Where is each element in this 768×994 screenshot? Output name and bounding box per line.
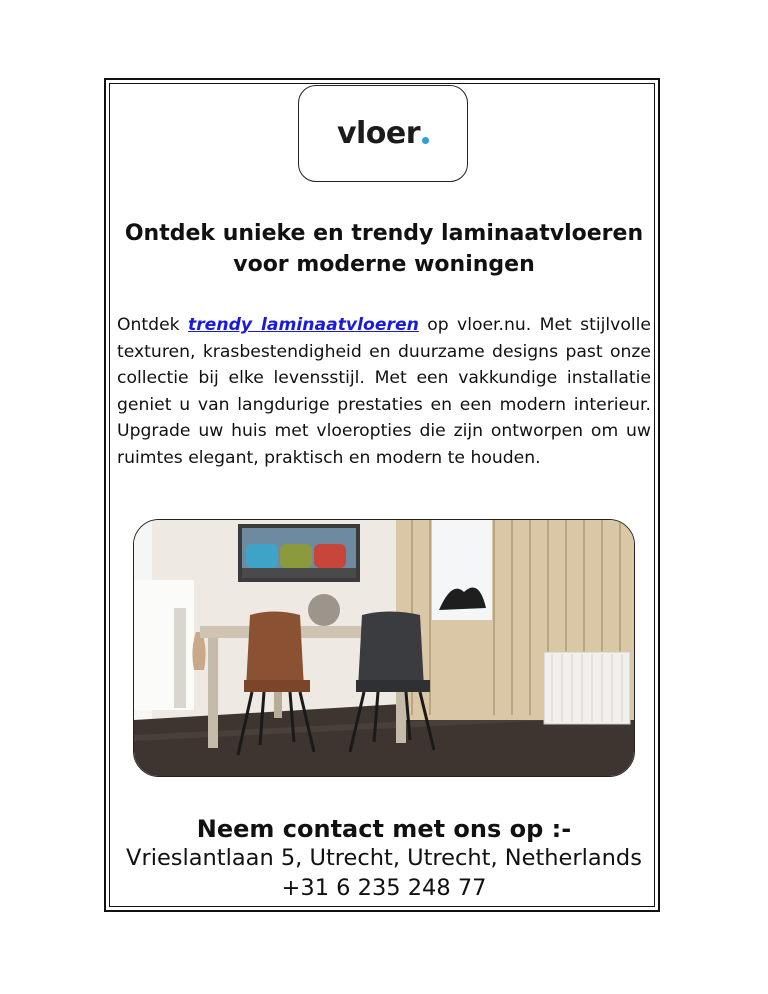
logo-dot-icon bbox=[422, 137, 429, 144]
intro-paragraph bbox=[117, 312, 651, 471]
contact-address: Vrieslantlaan 5, Utrecht, Utrecht, Netherlands bbox=[126, 845, 642, 871]
page-title: Ontdek unieke en trendy laminaatvloeren voor moderne woningen bbox=[124, 221, 644, 277]
intro-rest: op vloer.nu. Met stijlvolle texturen, krasbestendigheid en duurzame designs past onze collectie bij elke levensstijl. Met een vakkundige installatie geniet u van langdurige prestaties en een modern interieur. Upgrade uw huis met vloeropties die zijn ontworpen om uw ruimtes elegant, praktisch en modern te houden. bbox=[117, 315, 651, 468]
laminate-link[interactable]: trendy laminaatvloeren bbox=[187, 315, 419, 335]
page-border-inner bbox=[109, 83, 655, 907]
page-border bbox=[104, 78, 660, 912]
dining-room-illustration bbox=[134, 520, 635, 777]
contact-phone[interactable]: +31 6 235 248 77 bbox=[281, 875, 487, 901]
vloer-logo[interactable] bbox=[298, 85, 468, 182]
dining-room-photo bbox=[133, 519, 635, 777]
contact-title: Neem contact met ons op :- bbox=[196, 815, 572, 843]
logo-text: vloer bbox=[336, 116, 421, 151]
intro-lead: Ontdek bbox=[117, 315, 188, 335]
